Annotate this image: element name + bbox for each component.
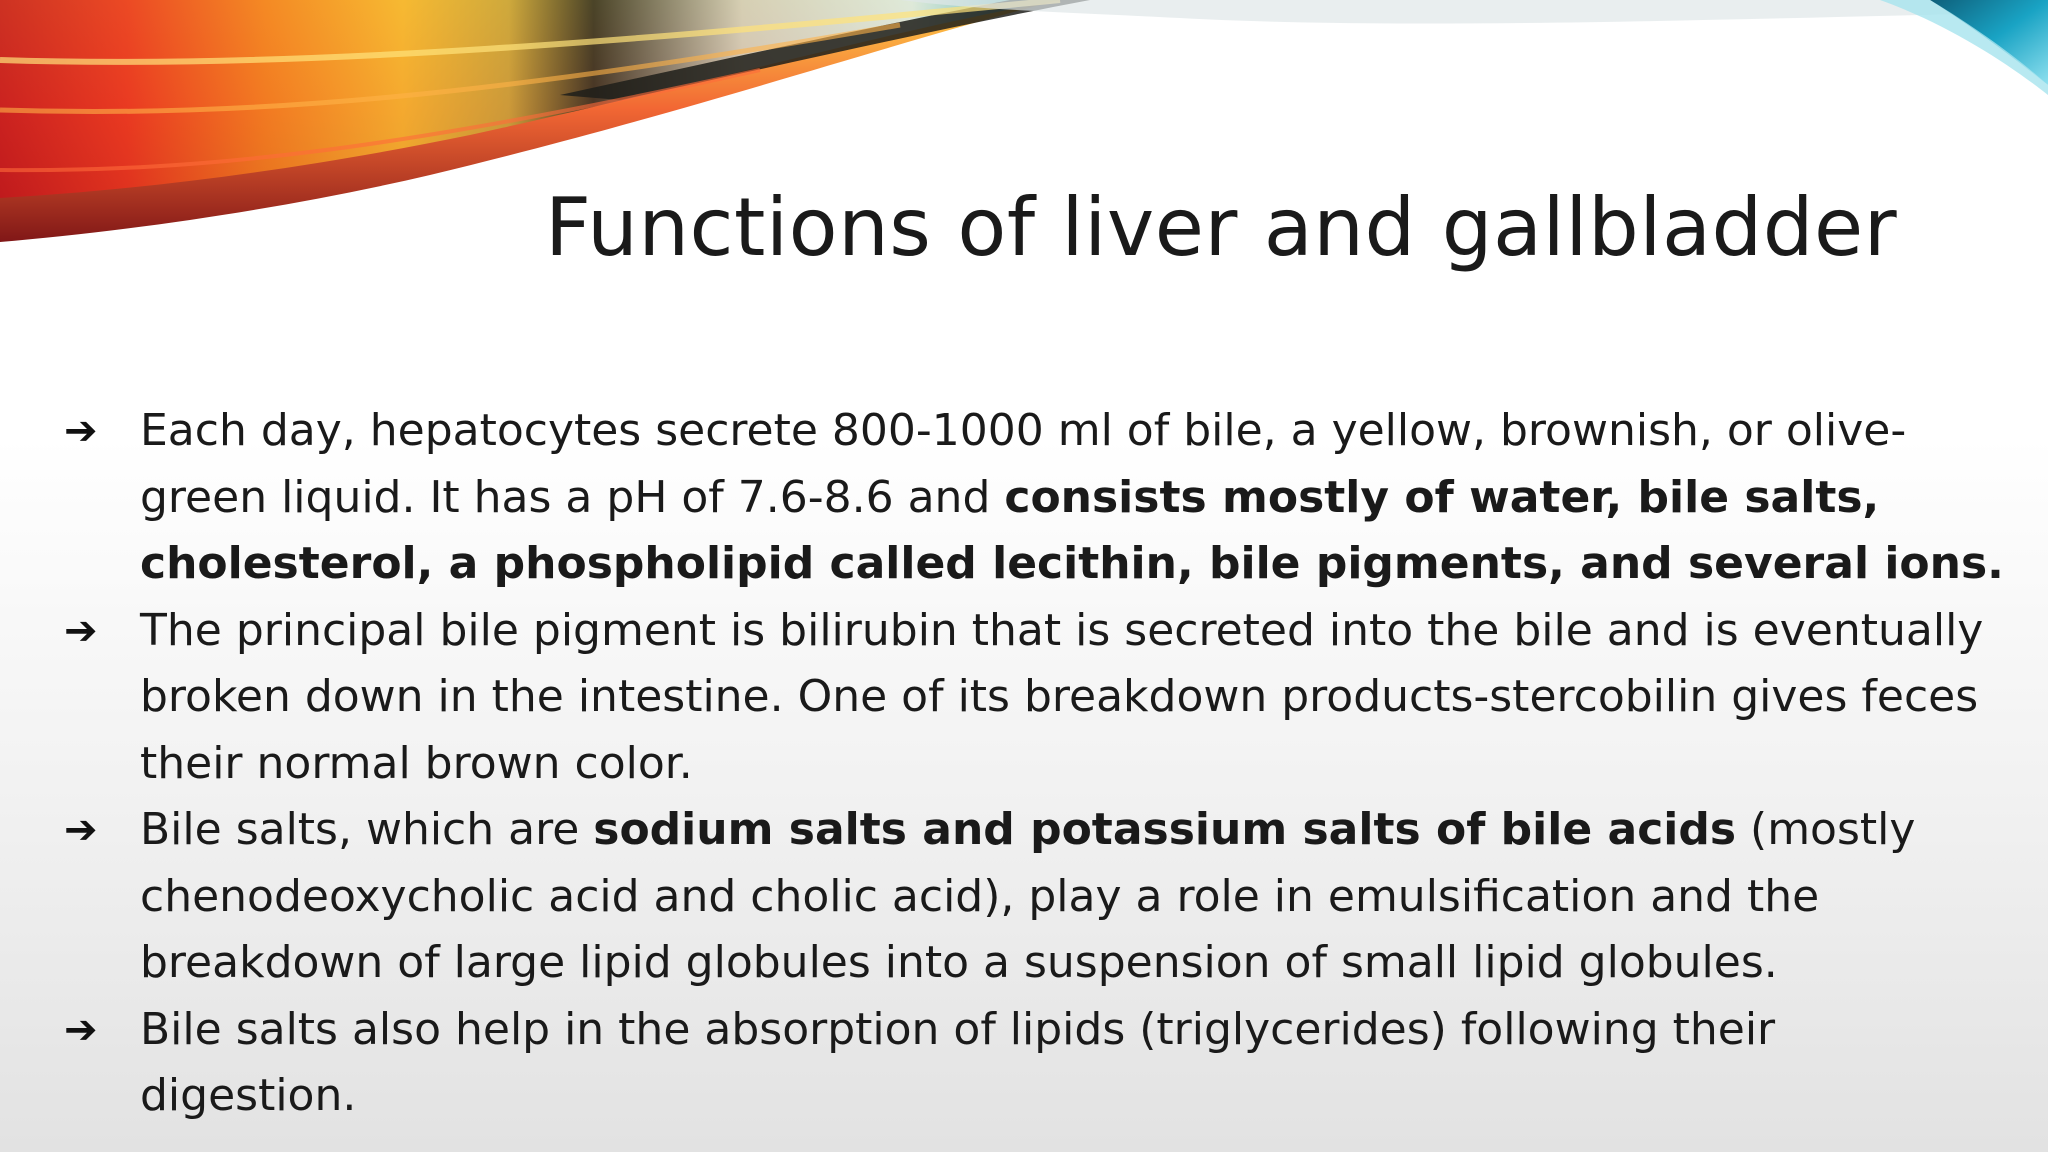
arrow-bullet-icon: ➔: [64, 807, 98, 853]
bullet-text: The principal bile pigment is bilirubin that is secreted into the bile and is eventually broken down in the intestine. One of its breakdown products-stercobilin gives feces their normal brown color.: [140, 604, 1984, 789]
arrow-bullet-icon: ➔: [64, 607, 98, 654]
bullet-bold-text: sodium salts and potassium salts of bile acids: [593, 804, 1737, 855]
arrow-bullet-icon: ➔: [64, 1006, 98, 1053]
bullet-text: Bile salts, which are: [140, 804, 594, 855]
bullet-bold-text: consists mostly of water, bile salts, cholesterol, a phospholipid called lecithin, bile pigments, and several ions.: [140, 471, 2004, 589]
bullet-item: [64, 797, 2004, 997]
bullet-list: [64, 398, 2004, 1130]
bullet-text: Bile salts also help in the absorption of lipids (triglycerides) following their digestion.: [140, 1003, 1776, 1121]
slide-title: Functions of liver and gallbladder: [545, 181, 1898, 274]
bullet-item: [64, 997, 2004, 1130]
bullet-text-after: (mostly chenodeoxycholic acid and cholic acid), play a role in emulsification and the breakdown of large lipid globules into a suspension of small lipid globules.: [140, 804, 1916, 988]
bullet-text: Each day, hepatocytes secrete 800-1000 ml of bile, a yellow, brownish, or olive-green liquid. It has a pH of 7.6-8.6 and: [140, 405, 1907, 523]
bullet-item: [64, 398, 2004, 598]
bullet-item: [64, 598, 2004, 798]
arrow-bullet-icon: ➔: [64, 408, 98, 454]
